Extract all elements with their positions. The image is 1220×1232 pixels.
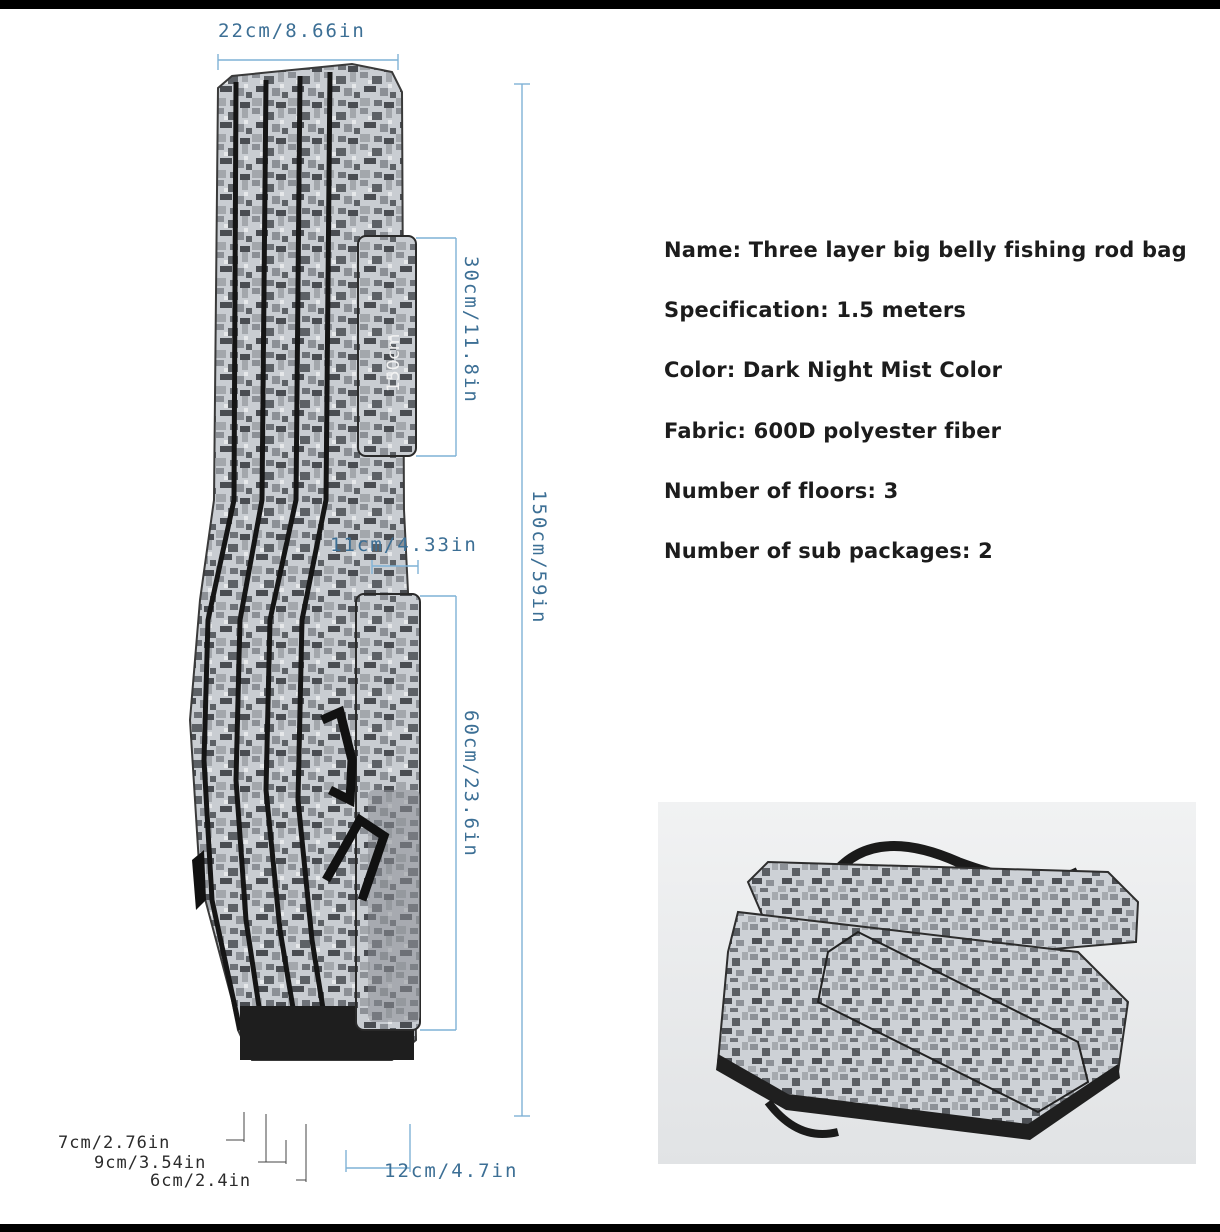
dimension-layer-1: 7cm/2.76in	[58, 1133, 171, 1153]
dimension-base-depth: 12cm/4.7in	[384, 1160, 519, 1182]
dimension-pocket-depth: 11cm/4.33in	[330, 534, 478, 556]
dimension-layer-3: 6cm/2.4in	[150, 1171, 252, 1191]
mesh-pocket	[368, 790, 420, 1022]
dimension-small-pocket: 30cm/11.8in	[460, 256, 482, 404]
bottom-border	[0, 1224, 1220, 1232]
spec-floors: Number of floors: 3	[664, 479, 899, 503]
pocket-label: 150cm	[384, 333, 404, 392]
strap-side	[192, 850, 206, 910]
dimension-total-length: 150cm/59in	[528, 490, 550, 625]
dimension-large-pocket: 60cm/23.6in	[460, 710, 482, 858]
folded-bag-photo	[658, 802, 1196, 1164]
dimension-layer-2: 9cm/3.54in	[94, 1153, 207, 1173]
spec-fabric: Fabric: 600D polyester fiber	[664, 419, 1002, 443]
dimension-width-top: 22cm/8.66in	[218, 20, 366, 42]
spec-name: Name: Three layer big belly fishing rod bag	[664, 238, 1187, 262]
spec-color: Color: Dark Night Mist Color	[664, 358, 1003, 382]
spec-sub-packages: Number of sub packages: 2	[664, 539, 993, 563]
spec-specification: Specification: 1.5 meters	[664, 298, 967, 322]
